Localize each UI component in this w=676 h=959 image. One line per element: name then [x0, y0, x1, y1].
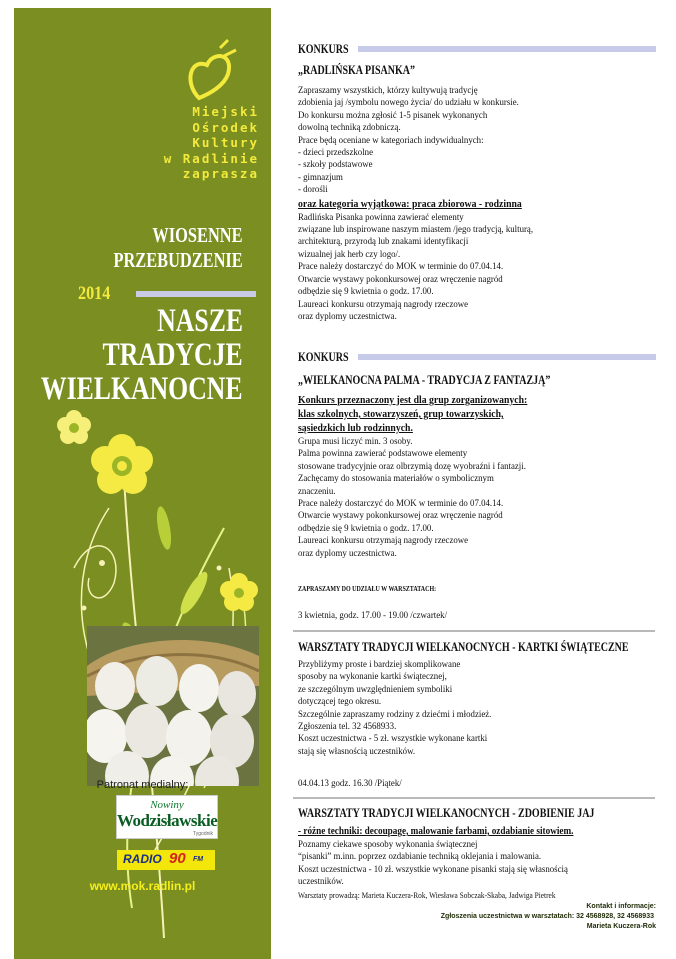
patronat-label: Patronat medialny: [96, 779, 189, 791]
text-line: - szkoły podstawowe [298, 159, 373, 171]
konkurs2-title: „WIELKANOCNA PALMA - TRADYCJA Z FANTAZJĄ” [298, 373, 551, 387]
text-line: architekturą, przyrodą lub znakami identyfikacji [298, 236, 469, 248]
text-line: stają się własnością uczestników. [298, 745, 416, 757]
konkurs1-highlight: oraz kategoria wyjątkowa: praca zbiorowa - rodzinna [298, 198, 522, 210]
organizer-line: Ośrodek [192, 119, 259, 135]
text-line: Radlińska Pisanka powinna zawierać elementy [298, 211, 464, 223]
nowiny-logo[interactable] [116, 795, 218, 839]
text-line: Zachęcamy do stosowania materiałów o symbolicznym [298, 473, 494, 485]
text-line: oraz dyplomy uczestnictwa. [298, 547, 397, 559]
text-line: sposoby na wykonanie kartki świątecznej, [298, 671, 447, 683]
text-line: Szczególnie zapraszamy rodziny z dziećmi i młodzież. [298, 708, 492, 720]
text-line: Prace będą oceniane w kategoriach indywidualnych: [298, 134, 484, 146]
title-line-3: WIELKANOCNE [41, 371, 243, 407]
organizer-line: Kultury [192, 135, 259, 150]
website-link[interactable]: www.mok.radlin.pl [89, 879, 196, 893]
contact-heading: Kontakt i informacje: [586, 903, 656, 910]
text-line: - dzieci przedszkolne [298, 147, 373, 159]
text-line: Koszt uczestnictwa - 5 zł. wszystkie wykonane kartki [298, 733, 488, 745]
text-line: Otwarcie wystawy pokonkursowej oraz wręczenie nagród [298, 510, 503, 522]
text-line: odbędzie się 9 kwietnia o godz. 17.00. [298, 286, 434, 298]
text-line: Grupa musi liczyć min. 3 osoby. [298, 436, 413, 447]
organizer-line: w Radlinie [163, 150, 259, 166]
organizer-line: zaprasza [182, 166, 259, 181]
text-line: stosowane tradycyjnie oraz olbrzymią dozę wyobraźni i fantazji. [298, 460, 526, 472]
organizer-block [139, 104, 259, 182]
text-line: odbędzie się 9 kwietnia o godz. 17.00. [298, 522, 434, 534]
workshop2-footer: Warsztaty prowadzą: Marieta Kuczera-Rok, Wiesława Sobczak-Skaba, Jadwiga Pietrek [298, 891, 556, 900]
organizer-line: Miejski [192, 104, 259, 119]
workshop1-text [298, 659, 491, 758]
konkurs1-label: KONKURS [298, 42, 349, 56]
contact-person: Marieta Kuczera-Rok [586, 923, 656, 930]
text-line: Przybliżymy proste i bardziej skomplikowane [298, 659, 461, 670]
title-line-1: NASZE [157, 303, 243, 339]
text-line: “pisanki” m.inn. poprzez ozdabianie techniką oklejania i malowania. [298, 851, 542, 863]
title-line-2: TRADYCJE [102, 337, 243, 373]
text-line: zdobienia jaj /symbolu nowego życia/ do udziału w konkursie. [298, 97, 519, 109]
radio-frequency: 90 [169, 850, 186, 867]
text-line: Do konkursu można zgłosić 1-5 pisanek wykonanych [298, 109, 488, 121]
konkurs1-bar [358, 46, 656, 52]
text-line: Zapraszamy wszystkich, którzy kultywują tradycję [298, 85, 478, 96]
eggs-photo [87, 626, 259, 786]
text-line: związane lub inspirowane naszym miastem /jego tradycją, kulturą, [298, 224, 534, 236]
workshop2-title: WARSZTATY TRADYCJI WIELKANOCNYCH - ZDOBIENIE JAJ [298, 806, 595, 820]
text-line: dowolną techniką zdobniczą. [298, 122, 401, 134]
text-line: uczestników. [298, 876, 344, 888]
konkurs2-highlight: Konkurs przeznaczony jest dla grup zorganizowanych: [298, 395, 528, 406]
text-line: Palma powinna zawierać podstawowe elementy [298, 448, 468, 460]
text-line: - gimnazjum [298, 171, 343, 183]
subtitle-line-2: PRZEBUDZENIE [113, 248, 243, 272]
workshop1-title: WARSZTATY TRADYCJI WIELKANOCNYCH - KARTKI ŚWIĄTECZNE [298, 640, 629, 654]
text-line: ze szczególnym uwzględnieniem symboliki [298, 683, 453, 695]
subtitle-line-1: WIOSENNE [152, 223, 243, 247]
konkurs2-text [298, 394, 527, 560]
konkurs2-highlight: klas szkolnych, stowarzyszeń, grup towarzyskich, [298, 409, 504, 420]
konkurs2-highlight: sąsiedzkich lub rodzinnych. [298, 423, 413, 434]
text-line: Koszt uczestnictwa - 10 zł. wszystkie wykonane pisanki stają się własnością [298, 863, 568, 875]
konkurs1-text [298, 85, 533, 323]
radio90-logo[interactable] [117, 850, 215, 870]
radio-name: RADIO [123, 852, 162, 866]
text-line: - dorośli [298, 184, 328, 196]
workshop2-highlight: - różne techniki: decoupage, malowanie farbami, ozdabianie sitowiem. [298, 826, 574, 837]
nowiny-logo-top: Nowiny [150, 799, 184, 811]
text-line: Prace należy dostarczyć do MOK w terminie do 07.04.14. [298, 261, 504, 273]
text-line: Laureaci konkursu otrzymają nagrody rzeczowe [298, 298, 469, 310]
workshop2-text [298, 825, 573, 889]
text-line: Prace należy dostarczyć do MOK w terminie do 07.04.14. [298, 498, 504, 510]
nowiny-logo-main: Wodzisławskie [117, 811, 218, 830]
separator [293, 630, 655, 632]
workshop1-date: 04.04.13 godz. 16.30 /Piątek/ [298, 778, 402, 789]
text-line: Laureaci konkursu otrzymają nagrody rzeczowe [298, 535, 469, 547]
konkurs2-label: KONKURS [298, 350, 349, 364]
invite-label: ZAPRASZAMY DO UDZIAŁU W WARSZTATACH: [298, 584, 437, 593]
text-line: Zgłoszenia tel. 32 4568933. [298, 721, 397, 733]
konkurs2-bar [358, 354, 656, 360]
year-label: 2014 [78, 283, 111, 304]
text-line: dotyczącej tego okresu. [298, 696, 382, 708]
separator [293, 797, 655, 799]
main-content [298, 0, 658, 959]
text-line: oraz dyplomy uczestnictwa. [298, 310, 397, 322]
nowiny-logo-small: Tygodnik [192, 831, 213, 837]
contact-phones: Zgłoszenia uczestnictwa w warsztatach: 32 4568928, 32 4568933 [440, 913, 654, 920]
text-line: Poznamy ciekawe sposoby wykonania świątecznej [298, 839, 478, 850]
text-line: znaczeniu. [298, 485, 336, 497]
year-bar [136, 291, 256, 297]
text-line: wizualnej jak herb czy logo/. [298, 248, 401, 260]
invite-date: 3 kwietnia, godz. 17.00 - 19.00 /czwartek/ [298, 610, 448, 621]
text-line: Otwarcie wystawy pokonkursowej oraz wręczenie nagród [298, 273, 503, 285]
radio-unit: FM [193, 856, 204, 863]
konkurs1-title: „RADLIŃSKA PISANKA” [298, 63, 415, 77]
